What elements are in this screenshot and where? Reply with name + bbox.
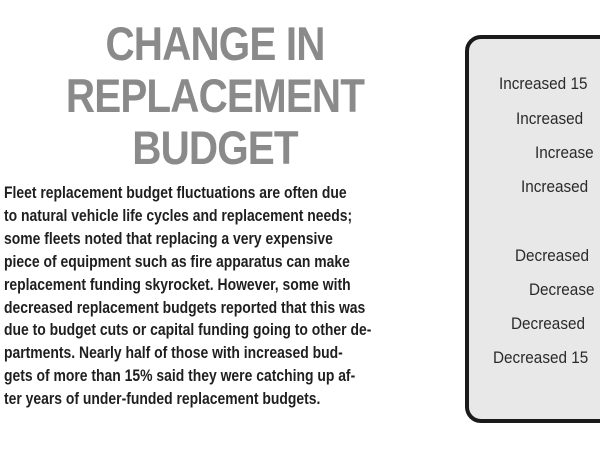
heading-line-3: BUDGET [132,121,298,174]
panel-row-decrease: Decrease [529,280,595,299]
panel-row-decreased-2: Decreased [511,314,585,333]
body-line: decreased replacement budgets reported that this was [4,298,366,317]
heading-line-1: CHANGE IN [105,17,325,70]
heading-line-2: REPLACEMENT [65,69,365,122]
body-line: due to budget cuts or capital funding going to other de- [4,321,372,340]
body-line: partments. Nearly half of those with increased bud- [4,344,343,363]
panel-row-increase: Increase [535,143,594,162]
panel-row-increased: Increased [516,109,584,128]
article-body [4,182,400,411]
body-line: some fleets noted that replacing a very expensive [4,229,333,248]
panel-row-increased-2: Increased [521,177,589,196]
body-line: piece of equipment such as fire apparatus can make [4,252,350,271]
panel-row-decreased: Decreased [515,246,589,265]
panel-row-decreased-15: Decreased 15 [493,348,589,367]
panel-row-increased-15: Increased 15 [499,74,588,93]
body-line: gets of more than 15% said they were catching up af- [4,367,356,386]
body-line: replacement funding skyrocket. However, some with [4,275,351,294]
body-line: to natural vehicle life cycles and replacement needs; [4,206,353,225]
body-line: Fleet replacement budget fluctuations are often due [4,184,347,202]
article-heading [65,18,366,174]
body-line: ter years of under-funded replacement budgets. [4,390,321,409]
budget-change-panel [465,35,600,423]
